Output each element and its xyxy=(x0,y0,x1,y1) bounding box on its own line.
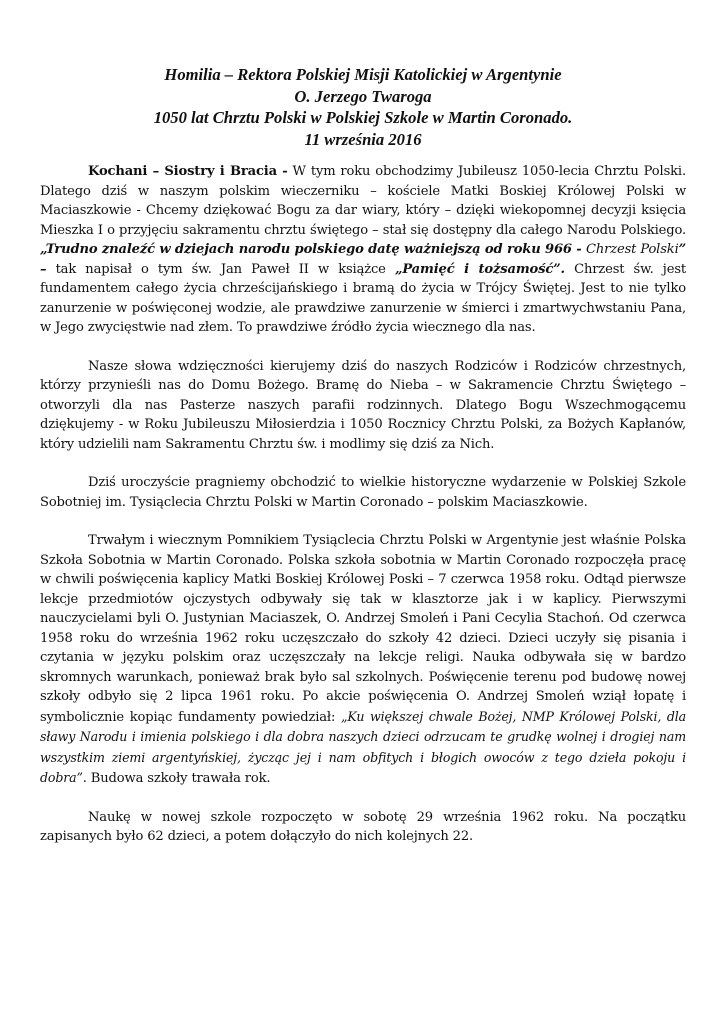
paragraph-3: Dziś uroczyście pragniemy obchodzić to wielkie historyczne wydarzenie w Polskiej Szkole Sobotniej im. Tysiąclecia Chrztu Polski w Martin Coronado – polskim Maciaszkowie. xyxy=(40,475,686,510)
pope-quote-end: ” – xyxy=(40,242,686,277)
paragraph-1 xyxy=(40,162,686,338)
paragraph-5: Naukę w nowej szkole rozpoczęto w sobotę 29 września 1962 roku. Na początku zapisanych było 62 dzieci, a potem dołączyło do nich kolejnych 22. xyxy=(40,809,686,844)
paragraph-2: Nasze słowa wdzięczności kierujemy dziś do naszych Rodziców i Rodziców chrzestnych, którzy przynieśli nas do Domu Bożego. Bramę do Nieba – w Sakramencie Chrztu Świętego – otworzyli dla nas Pasterze naszych parafii rodzinnych. Dlatego Bogu Wszechmogącemu dziękujemy - w Roku Jubileuszu Miłosierdzia i 1050 Rocznicy Chrztu Polski, za Bożych Kapłanów, który udzielili nam Sakramentu Chrztu św. i modlimy się dziś za Nich. xyxy=(40,358,686,452)
title-line-4: 11 września 2016 xyxy=(304,129,422,149)
title-line-3: 1050 lat Chrztu Polski w Polskiej Szkole w Martin Coronado. xyxy=(153,108,573,127)
smolen-quote: „Ku większej chwale Bożej, NMP Królowej Polski, dla sławy Narodu i imienia polskiego i dla dobra naszych dzieci odrzucam te grudkę wolnej i drogiej nam wszystkim ziemi argentyńskiej, życząc jej i nam obfitych i błogich owoców z tego dzieła pokoju i dobra” xyxy=(40,708,686,785)
p4-text-1: Trwałym i wiecznym Pomnikiem Tysiąclecia Chrztu Polski w Argentynie jest właśnie Polska Szkoła Sobotnia w Martin Coronado. Polska szkoła sobotnia w Martin Coronado rozpoczęła pracę w chwili poświęcenia kaplicy Matki Boskiej Królowej Poski – 7 czerwca 1958 roku. Odtąd pierwsze lekcje przedmiotów ojczystych odbywały się tak w klasztorze jak i w kaplicy. Pierwszymi nauczycielami byli O. Justynian Maciaszek, O. Andrzej Smoleń i Pani Cecylia Stachoń. Od czerwca 1958 roku do września 1962 roku uczęszczało do szkoły 42 dzieci. Dzieci uczyły się pisania i czytania w języku polskim oraz uczęszczały na lekcje religi. Nauka odbywała się w bardzo skromnych warunkach, ponieważ brak było sal szkolnych. Poświęcenie terenu pod budowę nowej szkoły odbyło się 2 lipca 1961 roku. Po akcie poświęcenia O. Andrzej Smoleń wziął łopatę i symbolicznie kopiąc fundamenty powiedział: xyxy=(40,533,686,725)
document-page xyxy=(40,64,686,866)
title-line-2: O. Jerzego Twaroga xyxy=(294,86,432,106)
p1-text-2: tak napisał o tym św. Jan Paweł II w książce xyxy=(46,261,395,277)
paragraph-4 xyxy=(40,531,686,789)
book-title: „Pamięć i tożsamość”. xyxy=(394,261,565,277)
homily-title xyxy=(40,64,686,150)
p1-text-1: W tym roku obchodzimy Jubileusz 1050-lecia Chrztu Polski. Dlatego dziś w naszym polskim wieczerniku – kościele Matki Boskiej Królowej Polski w Maciaszkowie - Chcemy dziękować Bogu za dar wiary, który – dzięki wiekopomnej decyzji księcia Mieszka I o przyjęciu sakramentu chrztu świętego – stał się dostępny dla całego Narodu Polskiego. xyxy=(40,164,686,238)
pope-quote-italic: Chrzest Polski xyxy=(586,242,679,257)
pope-quote: „Trudno znaleźć w dziejach narodu polskiego datę ważniejszą od roku 966 - xyxy=(40,242,586,257)
p4-text-2: . Budowa szkoły trawała rok. xyxy=(82,771,271,786)
p1-text-3: Chrzest św. jest fundamentem całego życia chrześcijańskiego i bramą do życia w Trójcy Świętej. Jest to nie tylko zanurzenie w poświęconej wodzie, ale prawdziwe zanurzenie w śmierci i zmartwychwstaniu Pana, w Jego zwycięstwie nad złem. To prawdziwe źródło życia wiecznego dla nas. xyxy=(40,261,686,335)
greeting: Kochani – Siostry i Bracia - xyxy=(88,164,288,179)
title-line-1: Homilia – Rektora Polskiej Misji Katolickiej w Argentynie xyxy=(164,65,562,84)
